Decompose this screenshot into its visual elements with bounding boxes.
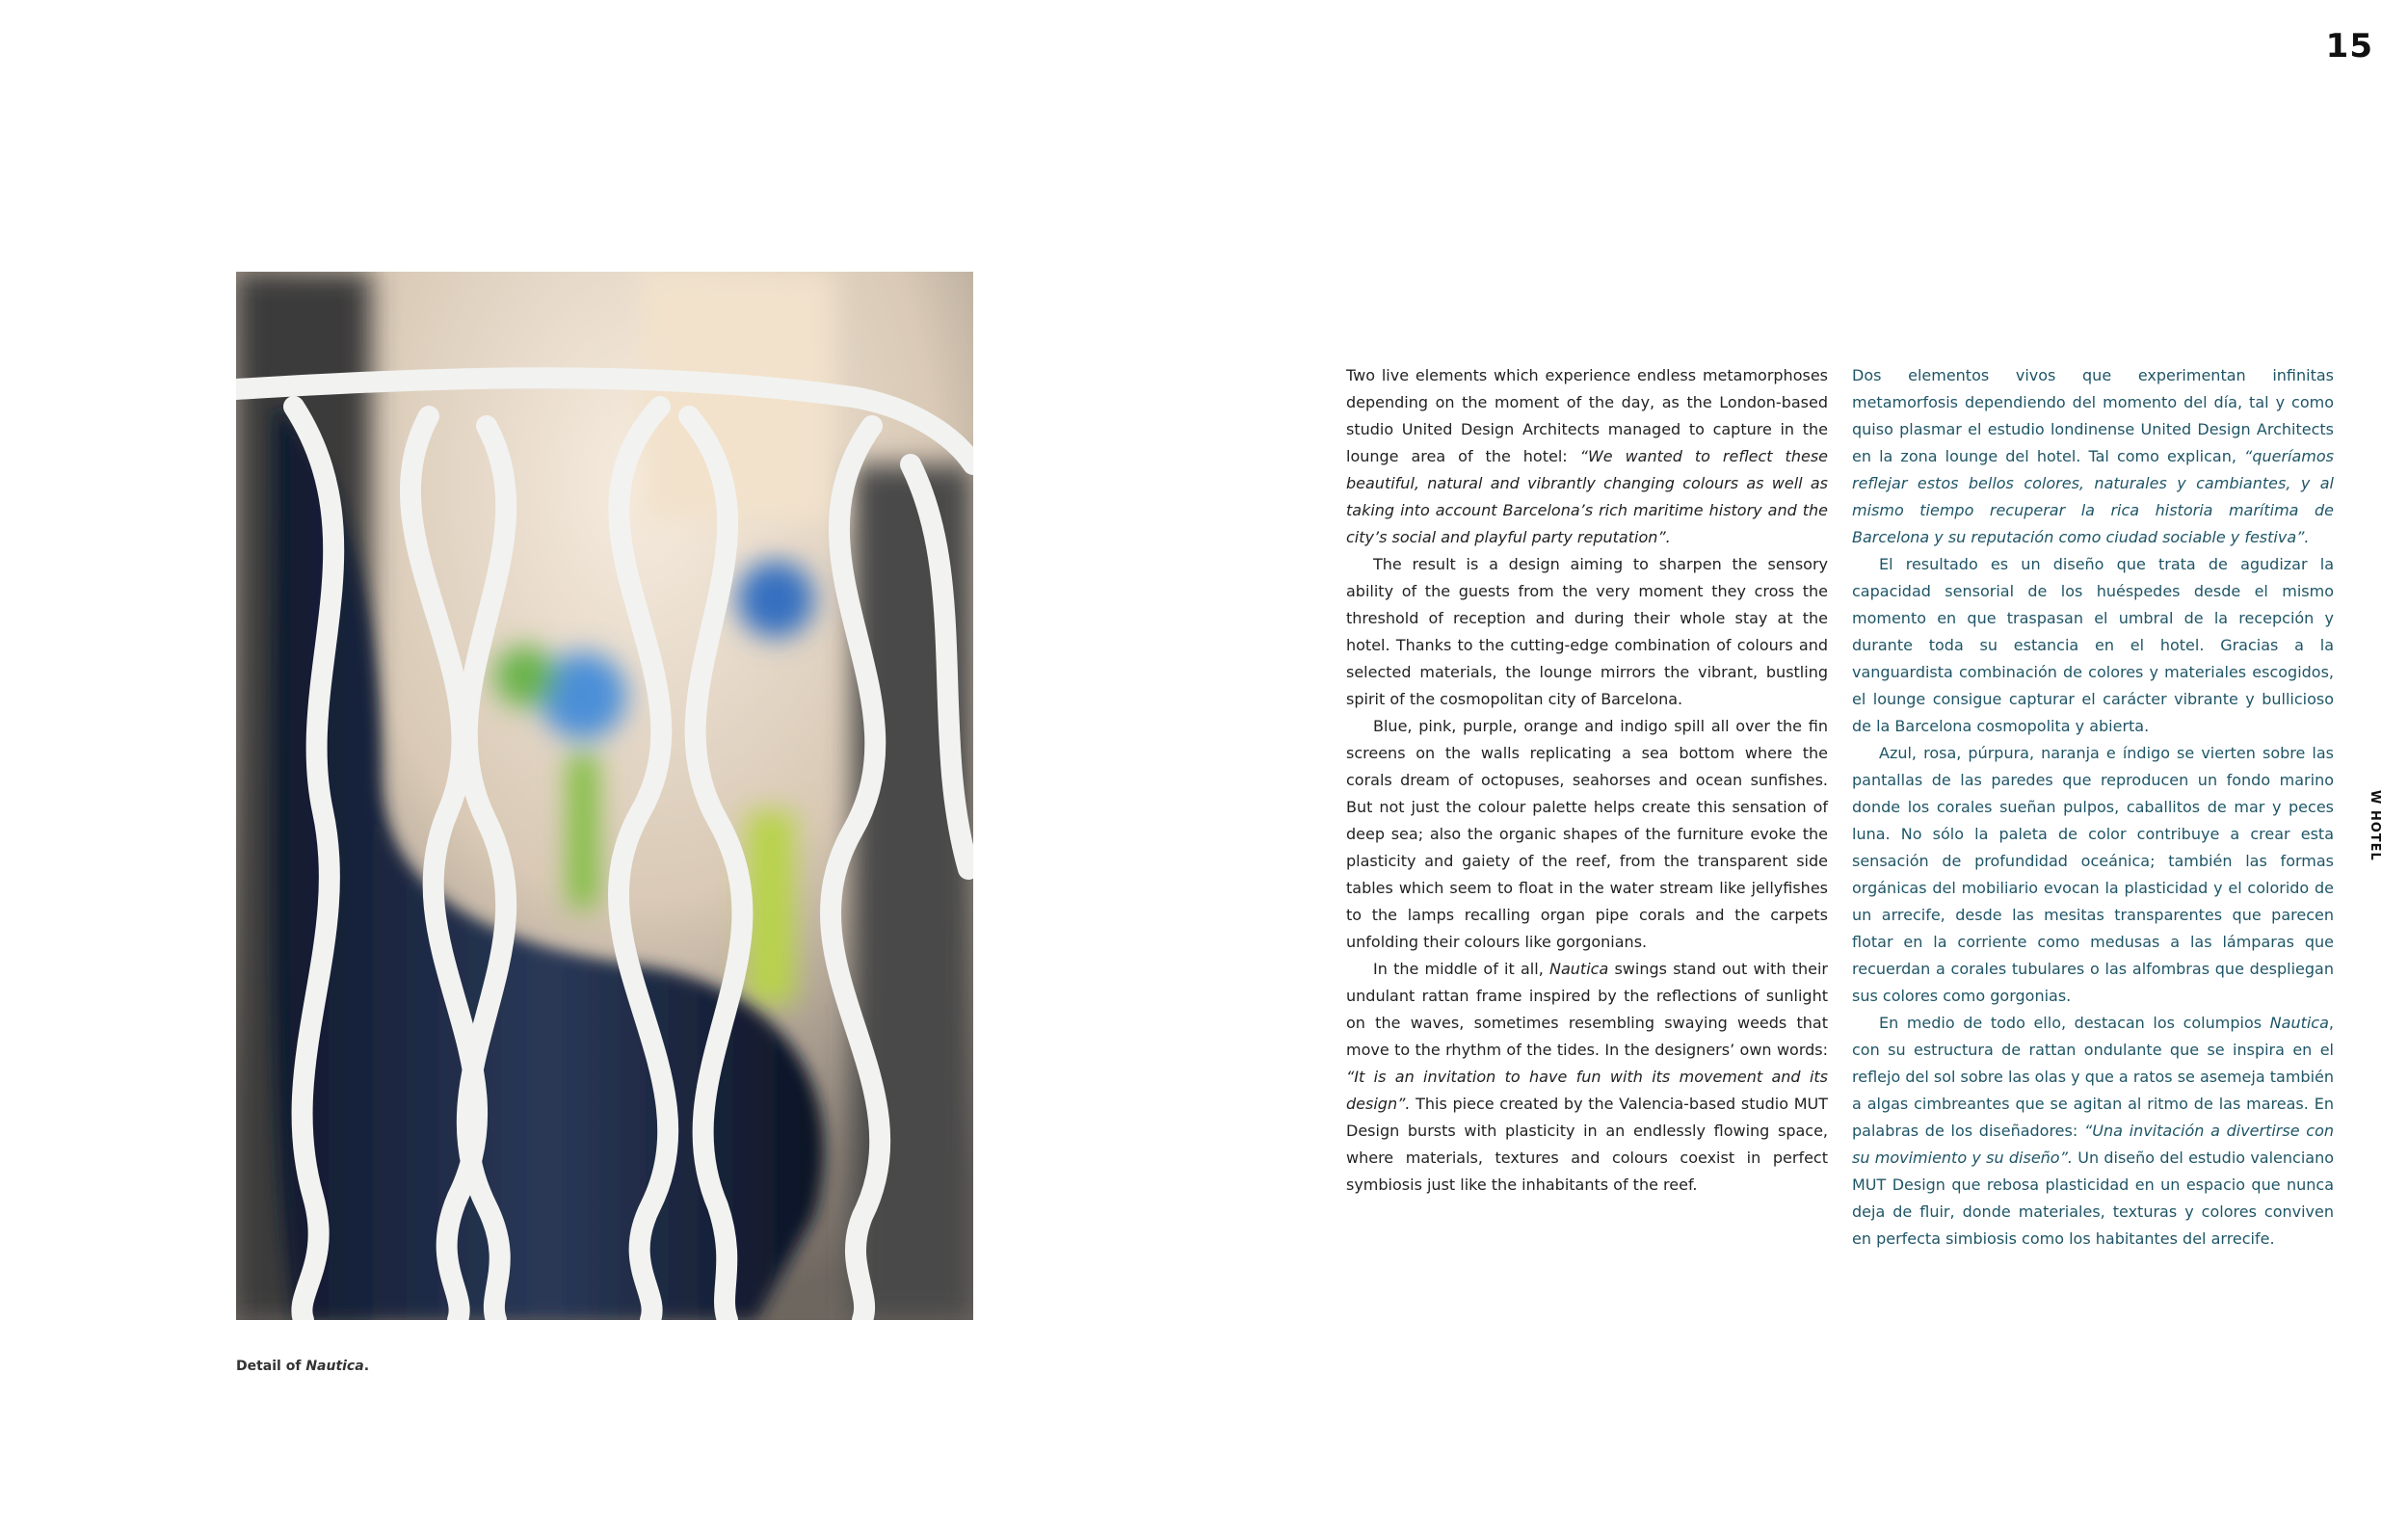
english-p1-quote: “We wanted to reflect these beautiful, natural and vibrantly changing colours as well as taking into account Barcelona’s rich maritime history and the city’s social and playful party reputation”.	[1346, 447, 1828, 546]
section-label: W HOTEL	[2368, 790, 2382, 861]
english-p1-text: Two live elements which experience endless metamorphoses depending on the moment of the day, as the London-based studio United Design Architects managed to capture in the lounge area of the hotel:	[1346, 366, 1828, 465]
english-p4-text-a: In the middle of it all,	[1373, 960, 1550, 978]
english-p4-text-b: swings stand out with their undulant rattan frame inspired by the reflections of sunlight on the waves, sometimes resembling swaying weeds that move to the rhythm of the tides. In the designers’ own words:	[1346, 960, 1829, 1059]
english-text-column	[1346, 362, 1828, 1199]
nautica-detail-photo	[236, 272, 973, 1320]
spanish-p1-text: Dos elementos vivos que experimentan infinitas metamorfosis dependiendo del momento del día, tal y como quiso plasmar el estudio londinense United Design Architects en la zona lounge del hotel. Tal como explican,	[1852, 366, 2334, 465]
caption-name: Nautica	[305, 1359, 364, 1374]
caption-prefix: Detail of	[236, 1359, 306, 1374]
english-paragraph-4	[1346, 956, 1828, 1199]
spanish-p4-text-c: Un diseño del estudio valenciano MUT Design que rebosa plasticidad en un espacio que nunca deja de fluir, donde materiales, texturas y colores conviven en perfecta simbiosis como los habitantes del arrecife.	[1852, 1149, 2334, 1248]
spanish-paragraph-1	[1852, 362, 2334, 551]
english-p4-quote: “It is an invitation to have fun with its movement and its design”.	[1346, 1068, 1828, 1113]
english-p4-text-c: This piece created by the Valencia-based studio MUT Design bursts with plasticity in an endlessly flowing space, where materials, textures and colours coexist in perfect symbiosis just like the inhabitants of the reef.	[1346, 1095, 1828, 1194]
spanish-p4-text-a: En medio de todo ello, destacan los columpios	[1879, 1014, 2270, 1032]
english-p4-name: Nautica	[1549, 960, 1609, 978]
spanish-p4-quote: “Una invitación a divertirse con su movimiento y su diseño”.	[1852, 1122, 2334, 1167]
caption-suffix: .	[363, 1359, 370, 1374]
spanish-p1-quote: “queríamos reflejar estos bellos colores, naturales y cambiantes, y al mismo tiempo recuperar la rica historia marítima de Barcelona y su reputación como ciudad sociable y festiva”.	[1852, 447, 2334, 546]
spanish-paragraph-4	[1852, 1010, 2334, 1253]
english-paragraph-2: The result is a design aiming to sharpen the sensory ability of the guests from the very moment they cross the threshold of reception and during their whole stay at the hotel. Thanks to the cutting-edge combination of colours and selected materials, the lounge mirrors the vibrant, bustling spirit of the cosmopolitan city of Barcelona.	[1346, 555, 1828, 708]
photo-caption	[236, 1359, 369, 1374]
page-number: 15	[2325, 27, 2373, 66]
spanish-p4-text-b: , con su estructura de rattan ondulante que se inspira en el reflejo del sol sobre las olas y que a ratos se asemeja también a algas cimbreantes que se agitan al ritmo de las mareas. En palabras de los diseñadores:	[1852, 1014, 2334, 1140]
spanish-paragraph-2: El resultado es un diseño que trata de agudizar la capacidad sensorial de los huéspedes desde el mismo momento en que traspasan el umbral de la recepción y durante toda su estancia en el hotel. Gracias a la vanguardista combinación de colores y materiales escogidos, el lounge consigue capturar el carácter vibrante y bullicioso de la Barcelona cosmopolita y abierta.	[1852, 555, 2334, 735]
english-paragraph-1	[1346, 362, 1828, 551]
spanish-paragraph-3: Azul, rosa, púrpura, naranja e índigo se vierten sobre las pantallas de las paredes que reproducen un fondo marino donde los corales sueñan pulpos, caballitos de mar y peces luna. No sólo la paleta de color contribuye a crear esta sensación de profundidad oceánica; también las formas orgánicas del mobiliario evocan la plasticidad y el colorido de un arrecife, desde las mesitas transparentes que parecen flotar en la corriente como medusas a las lámparas que recuerdan a corales tubulares o las alfombras que despliegan sus colores como gorgonias.	[1852, 744, 2334, 1005]
english-paragraph-3: Blue, pink, purple, orange and indigo spill all over the fin screens on the walls replicating a sea bottom where the corals dream of octopuses, seahorses and ocean sunfishes. But not just the colour palette helps create this sensation of deep sea; also the organic shapes of the furniture evoke the plasticity and gaiety of the reef, from the transparent side tables which seem to float in the water stream like jellyfishes to the lamps recalling organ pipe corals and the carpets unfolding their colours like gorgonians.	[1346, 717, 1828, 951]
spanish-p4-name: Nautica	[2269, 1014, 2329, 1032]
spanish-text-column	[1852, 362, 2334, 1253]
